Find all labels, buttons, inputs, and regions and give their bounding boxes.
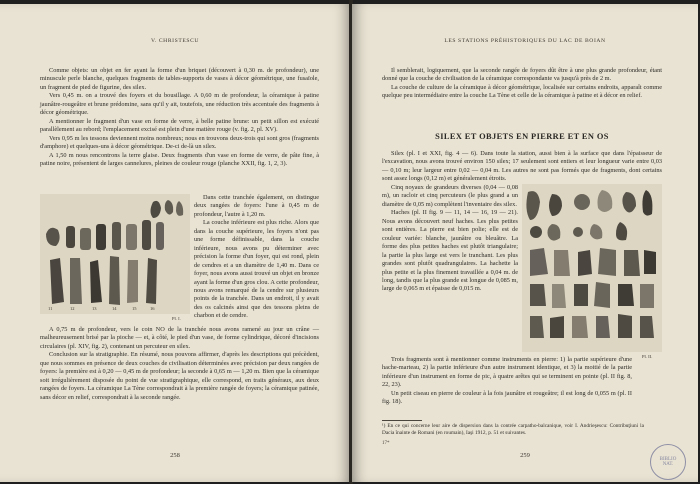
left-bottom-para-2: Conclusion sur la stratigraphie. En résumé, nous pouvons affirmer, d'après les descriptions qui précèdent, que nous sommes en présence de deux couches de civilisation déterminées avec précision par deux rangées de foyers: la première est à 0,20 — 0,45 m de profondeur; la seconde à 0,65 m — 1,20 m. Bien que la céramique soit irrégulièrement disposée du point de vue stratigraphique, elle correspond, en traits généraux, aux deux rangées de foyers. La céramique La Tène correspondrait à la première rangée de foyers; la céramique patinée, sans décor en relief, correspondrait à la seconde rangée. bbox=[40, 351, 319, 401]
right-para-1: Il semblerait, logiquement, que la seconde rangée de foyers dût être à une plus grande profondeur, étant donné que la couche de civilisation de la céramique correspondante va jusqu'à près de 2 m. bbox=[382, 67, 662, 83]
section-heading: SILEX ET OBJETS EN PIERRE ET EN OS bbox=[435, 132, 609, 141]
left-page bbox=[0, 4, 350, 482]
right-para-silex: Silex (pl. I et XXI, fig. 4 — 6). Dans toute la station, aussi bien à la surface que dans l'épaisseur de l'excavation, nous avons trouvé environ 150 silex; 17 seulement sont entiers et leur longueur varie entre 0,03 — 0,10 m; leur largeur entre 0,02 — 0,04 m. Les autres ne sont pas formés que de fragments, dont certains sont assez longs (0,12 m) et généralement étroits. bbox=[382, 150, 662, 183]
left-page-number: 258 bbox=[170, 452, 180, 459]
left-para-4: Vers 0,95 m les tessons deviennent moins nombreux; nous en trouvons deux-trois qui sont gros (fragments d'amphore) et quelques-uns à décor géométrique. De-ci de-là un silex. bbox=[40, 134, 319, 151]
footnote: ¹) En ce qui concerne leur aire de dispersion dans la contrée carpatho-balcanique, voir I. Andrieşescu: Contribuţiuni la Dacia înainte de Romani (en roumain), Iaşi 1912, p. 51 et suivantes. bbox=[382, 423, 644, 436]
plate-1-label-e: 15 bbox=[132, 306, 137, 311]
left-para-2: Vers 0,45 m. on a trouvé des foyers et du bousillage. A 0,60 m de profondeur, la céramique à patine jaunâtre-rougeâtre et brune prédomine, sans qu'il y ait, toutefois, une réduction très accentuée des fragments à décor géométrique. bbox=[40, 92, 319, 117]
right-page-number: 259 bbox=[520, 452, 530, 459]
right-text-beside-plate bbox=[382, 184, 518, 294]
plate-2 bbox=[522, 184, 662, 352]
plate-1-label-d: 14 bbox=[112, 306, 117, 311]
plate-1-caption: Pl. I. bbox=[172, 316, 181, 321]
right-text-bottom bbox=[382, 356, 632, 407]
plate-1-label-b: 12 bbox=[70, 306, 75, 311]
left-para-3: A mentionner le fragment d'un vase en forme de verre, à belle patine brune: un petit sillon est exécuté parallèlement au rebord; l'emplacement excisé est plein d'une matière rouge (v. fig. 2, pl. XV). bbox=[40, 117, 319, 134]
plate-1-label-c: 13 bbox=[92, 306, 97, 311]
plate-1-label-a: 11 bbox=[48, 306, 53, 311]
left-beside-para-2: La couche inférieure est plus riche. Alors que dans la couche supérieure, les foyers n'ont pas une forme définissable, dans la couche inférieure, nous avons pu déterminer avec précision la forme d'un foyer, qui est rond, plein de cendres et a un diamètre de 1,40 m. Dans ce foyer, nous avons aussi trouvé un objet en bronze ayant la forme d'un gros clou. A cette profondeur, nous avons remarqué de la cendre sur plusieurs points de la tranchée. Dans un endroit, il y avait des os calcinés ainsi que des tessons pleins de charbon et de cendre. bbox=[194, 219, 319, 320]
left-para-1: Comme objets: un objet en fer ayant la forme d'un briquet (découvert à 0,30 m. de profondeur), une minuscule perle blanche, quelques fragments de tables-supports de vases à décor géométrique, une fusaïole, un fragment de pied de figurine, des silex. bbox=[40, 67, 319, 91]
left-text-top bbox=[40, 67, 319, 168]
right-page bbox=[352, 4, 698, 482]
right-bottom-para-2: Un petit ciseau en pierre de couleur à la fois jaunâtre et rougeâtre; il est long de 0,055 m (pl. II fig. 18). bbox=[382, 389, 632, 406]
left-running-head: V. CHRISTESCU bbox=[150, 38, 200, 44]
left-text-beside-plate bbox=[194, 194, 319, 321]
left-para-5: A 1,50 m nous rencontrons la terre glaise. Deux fragments d'un vase en forme de verre, de pâte fine, à patine noire, présentent de larges cannelures, pleines de couleur rouge (planche XXII, fig. 1, 2, 3). bbox=[40, 151, 319, 167]
stamp-text-bottom: NAT. bbox=[662, 462, 674, 467]
right-text-top bbox=[382, 67, 662, 101]
plate-2-stone-tools-drawing bbox=[522, 184, 662, 352]
right-text-full bbox=[382, 150, 662, 184]
stamp-text-top: BIBLIO bbox=[659, 457, 677, 462]
plate-2-caption: Pl. II. bbox=[642, 354, 653, 359]
plate-1-silex-drawing bbox=[40, 194, 190, 314]
right-para-2: La couche de culture de la céramique à décor géométrique, localisée sur certains endroits, apparaît comme quelque peu intermédiaire entre la couche La Tène et celle de la céramique à patine et à décor en relief. bbox=[382, 83, 662, 100]
right-bottom-para-1: Trois fragments sont à mentionner comme instruments en pierre: 1) la partie supérieure d'une hache-marteau, 2) la partie inférieure d'un autre instrument identique, et 3) la moitié de la partie inférieure d'un instrument en forme de pic, à quatre arêtes qui se terminent en pointe (pl. II fig. 8, 22, 23). bbox=[382, 356, 632, 389]
left-text-bottom bbox=[40, 326, 319, 402]
left-bottom-para-1: A 0,75 m de profondeur, vers le coin NO de la tranchée nous avons ramené au jour un crâne — malheureusement brisé par la pioche — et, à côté, le pied d'un vase, de forme cylindrique, décoré d'incisions circulaires (pl. XIV, fig. 2), contenant un percuteur en silex. bbox=[40, 326, 319, 350]
library-stamp bbox=[650, 444, 686, 480]
plate-1 bbox=[40, 194, 190, 314]
right-beside-para-2: Haches (pl. II fig. 9 — 11, 14 — 16, 19 — 21). Nous avons découvert neuf haches. Les plus petites sont entières. La pierre est bien polie; elle est de couleur variée: blanche, jaunâtre ou bleuâtre. La forme des plus petites haches est plutôt triangulaire; la partie la plus large est vers le tranchant. Les plus grandes sont plutôt quadrangulaires. La hachette la plus petite et la plus finement travaillée a 0,04 m. de long, tandis que la plus grande est longue de 0,085 m, large de 0,065 m et épaisse de 0,015 m. bbox=[382, 209, 518, 293]
left-beside-para-1: Dans cette tranchée également, on distingue deux rangées de foyers: l'une à 0,45 m de profondeur, l'autre à 1,20 m. bbox=[194, 194, 319, 218]
signature-mark: 17* bbox=[382, 441, 390, 446]
right-running-head: LES STATIONS PRÉHISTORIQUES DU LAC DE BOIAN bbox=[444, 38, 606, 44]
plate-1-label-f: 16 bbox=[150, 306, 155, 311]
footnote-rule bbox=[382, 420, 422, 421]
right-beside-para-1: Cinq noyaux de grandeurs diverses (0,04 — 0,08 m), un racloir et cinq percuteurs (le plus grand a un diamètre de 0,05 m) complètent l'inventaire des silex. bbox=[382, 184, 518, 208]
